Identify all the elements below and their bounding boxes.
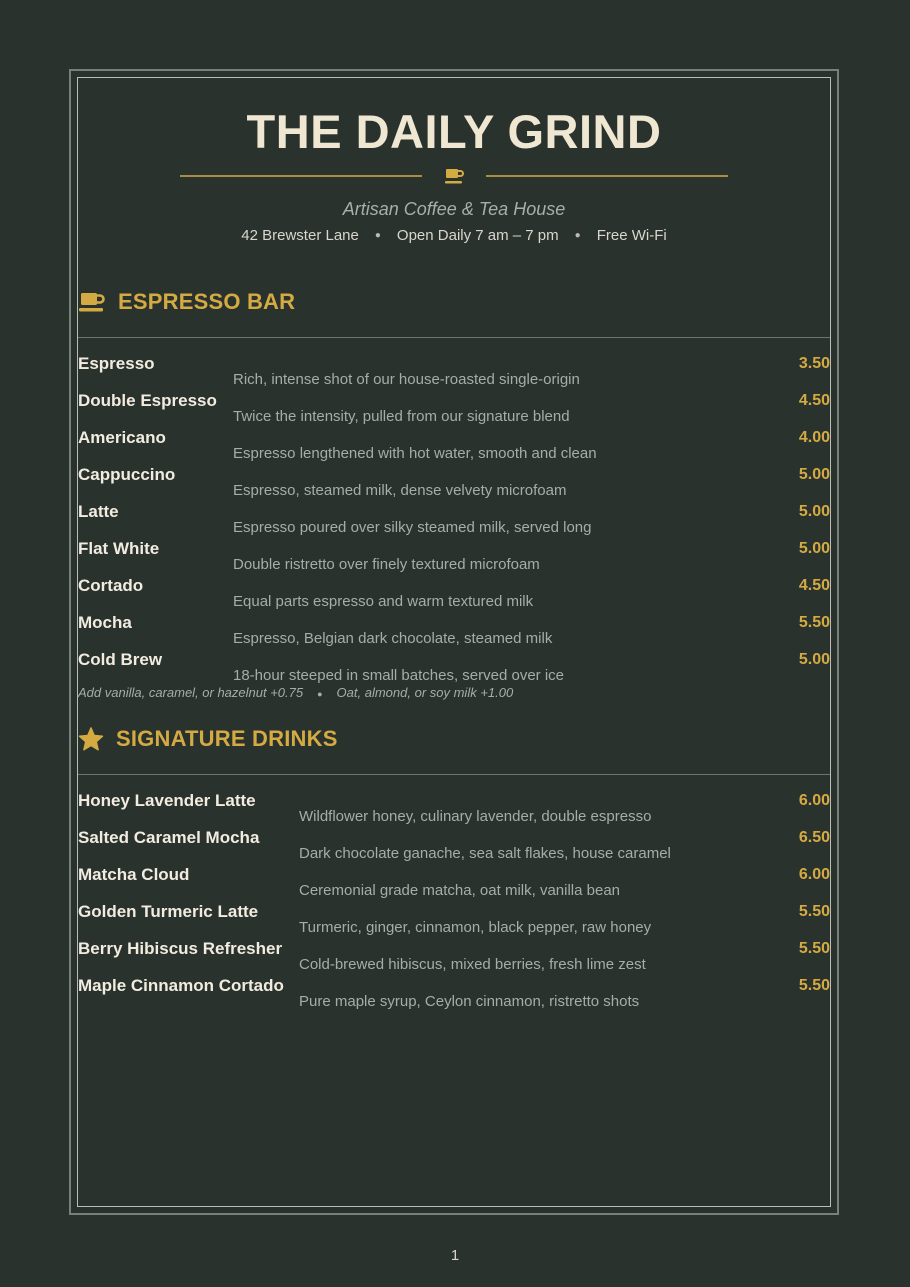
item-price: 5.00 <box>798 503 830 521</box>
divider-line-right <box>486 175 728 177</box>
item-description: Ceremonial grade matcha, oat milk, vanilla bean <box>299 881 620 899</box>
item-price: 6.50 <box>798 828 830 846</box>
menu-item <box>78 828 830 865</box>
coffee-cup-icon <box>444 166 464 186</box>
item-name: Berry Hibiscus Refresher <box>78 938 283 958</box>
item-name: Mocha <box>78 613 132 633</box>
separator-dot: ● <box>574 230 581 242</box>
address: 42 Brewster Lane <box>241 227 359 244</box>
wifi: Free Wi-Fi <box>596 227 667 244</box>
item-name: Flat White <box>78 539 160 559</box>
menu-item <box>78 465 830 502</box>
item-description: Turmeric, ginger, cinnamon, black pepper, raw honey <box>299 918 652 936</box>
item-description: Equal parts espresso and warm textured milk <box>233 593 534 611</box>
item-price: 3.50 <box>798 355 830 373</box>
section-header <box>78 284 830 320</box>
coffee-cup-icon <box>78 288 106 316</box>
info-line <box>78 226 830 246</box>
item-description: 18-hour steeped in small batches, served over ice <box>233 667 565 685</box>
item-description: Espresso, steamed milk, dense velvety microfoam <box>233 482 567 500</box>
menu-item <box>78 865 830 902</box>
menu-items <box>78 354 830 687</box>
menu-item <box>78 354 830 391</box>
menu-title: THE DAILY GRIND <box>246 105 662 158</box>
section-title: SIGNATURE DRINKS <box>116 725 338 751</box>
item-description: Wildflower honey, culinary lavender, double espresso <box>299 807 652 825</box>
menu-item <box>78 939 830 976</box>
item-name: Golden Turmeric Latte <box>78 901 259 921</box>
tagline: Artisan Coffee & Tea House <box>342 199 566 219</box>
item-description: Pure maple syrup, Ceylon cinnamon, ristretto shots <box>299 992 640 1010</box>
item-price: 5.00 <box>798 466 830 484</box>
title-divider <box>78 164 830 188</box>
addon-milks: Oat, almond, or soy milk +1.00 <box>336 685 514 701</box>
item-price: 5.00 <box>798 651 830 669</box>
item-name: Espresso <box>78 354 155 374</box>
menu-item <box>78 976 830 1013</box>
section-title: ESPRESSO BAR <box>118 289 296 315</box>
hours: Open Daily 7 am – 7 pm <box>396 227 559 244</box>
section-signature-drinks <box>78 721 830 1013</box>
item-description: Espresso poured over silky steamed milk, served long <box>233 519 592 537</box>
item-name: Salted Caramel Mocha <box>78 827 260 847</box>
menu-content <box>78 78 830 1013</box>
menu-item <box>78 539 830 576</box>
menu-item <box>78 502 830 539</box>
item-description: Dark chocolate ganache, sea salt flakes, house caramel <box>299 844 671 862</box>
menu-item <box>78 576 830 613</box>
separator-dot: ● <box>374 230 381 242</box>
item-description: Double ristretto over finely textured microfoam <box>233 556 540 574</box>
item-price: 6.00 <box>798 865 830 883</box>
item-name: Maple Cinnamon Cortado <box>78 975 284 995</box>
item-description: Twice the intensity, pulled from our signature blend <box>233 408 570 426</box>
section-divider <box>78 337 830 338</box>
section-espresso-bar <box>78 284 830 703</box>
menu-item <box>78 650 830 687</box>
menu-item <box>78 902 830 939</box>
item-name: Cortado <box>78 576 144 596</box>
menu-item <box>78 613 830 650</box>
item-description: Rich, intense shot of our house-roasted single-origin <box>233 371 580 389</box>
section-divider <box>78 774 830 775</box>
menu-item <box>78 791 830 828</box>
item-name: Matcha Cloud <box>78 864 190 884</box>
item-description: Espresso, Belgian dark chocolate, steamed milk <box>233 630 553 648</box>
divider-line-left <box>180 175 422 177</box>
page-number: 1 <box>450 1247 460 1264</box>
item-name: Double Espresso <box>78 391 217 411</box>
item-name: Latte <box>78 502 119 522</box>
menu-item <box>78 428 830 465</box>
menu-item <box>78 391 830 428</box>
item-name: Cold Brew <box>78 650 163 670</box>
item-price: 5.00 <box>798 540 830 558</box>
item-price: 5.50 <box>798 939 830 957</box>
separator-dot: ● <box>317 688 323 699</box>
item-description: Espresso lengthened with hot water, smooth and clean <box>233 445 597 463</box>
item-price: 4.50 <box>798 577 830 595</box>
item-name: Americano <box>78 428 166 448</box>
item-price: 4.50 <box>798 392 830 410</box>
menu-header <box>78 106 830 246</box>
section-header <box>78 721 830 757</box>
item-name: Cappuccino <box>78 465 176 485</box>
item-price: 6.00 <box>798 791 830 809</box>
item-price: 4.00 <box>798 429 830 447</box>
star-icon <box>78 726 104 752</box>
item-price: 5.50 <box>798 614 830 632</box>
item-name: Honey Lavender Latte <box>78 790 256 810</box>
item-description: Cold-brewed hibiscus, mixed berries, fresh lime zest <box>299 955 646 973</box>
item-price: 5.50 <box>798 902 830 920</box>
menu-items <box>78 791 830 1013</box>
addon-syrups: Add vanilla, caramel, or hazelnut +0.75 <box>78 685 304 701</box>
item-price: 5.50 <box>798 976 830 994</box>
